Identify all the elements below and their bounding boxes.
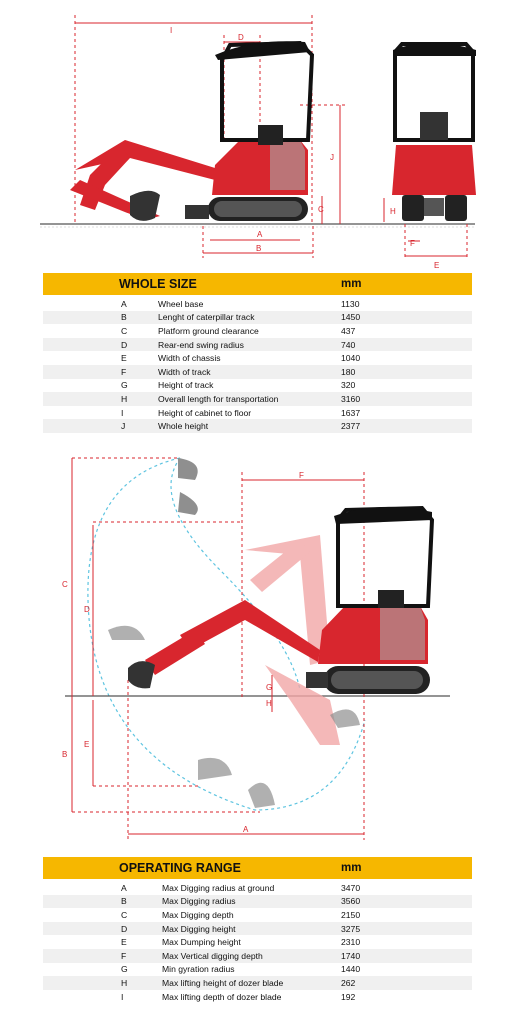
spec-row — [43, 935, 472, 949]
spec-row — [43, 379, 472, 393]
dim-label-a: A — [257, 230, 263, 239]
range-label-g: G — [266, 683, 273, 692]
spec-name: Max lifting height of dozer blade — [162, 977, 284, 988]
spec-row — [43, 922, 472, 936]
range-label-d: D — [84, 605, 90, 614]
spec-name: Max Digging depth — [162, 909, 234, 920]
spec-row — [43, 990, 472, 1004]
spec-row — [43, 297, 472, 311]
spec-value: 2377 — [341, 421, 361, 432]
whole-size-header — [43, 273, 472, 295]
spec-value: 3560 — [341, 896, 361, 907]
spec-name: Max Digging radius at ground — [162, 882, 275, 893]
whole-size-table — [43, 297, 472, 433]
whole-size-title: WHOLE SIZE — [119, 277, 197, 291]
spec-row — [43, 351, 472, 365]
spec-key: E — [121, 353, 127, 364]
operating-range-unit: mm — [341, 862, 362, 874]
spec-value: 3470 — [341, 882, 361, 893]
spec-key: F — [121, 366, 127, 377]
range-label-a: A — [243, 825, 249, 834]
spec-name: Max Digging radius — [162, 896, 236, 907]
spec-value: 740 — [341, 339, 356, 350]
dim-label-b: B — [256, 244, 262, 253]
spec-row — [43, 311, 472, 325]
spec-row — [43, 949, 472, 963]
spec-value: 1440 — [341, 964, 361, 975]
spec-name: Rear-end swing radius — [158, 339, 244, 350]
dim-label-d: D — [238, 33, 244, 42]
spec-key: A — [121, 298, 127, 309]
spec-key: J — [121, 421, 126, 432]
spec-value: 180 — [341, 366, 356, 377]
spec-key: D — [121, 923, 128, 934]
spec-key: C — [121, 909, 128, 920]
spec-key: H — [121, 977, 128, 988]
spec-name: Max Dumping height — [162, 937, 241, 948]
spec-row — [43, 976, 472, 990]
dim-label-j: J — [330, 153, 334, 162]
spec-name: Width of chassis — [158, 353, 221, 364]
spec-name: Wheel base — [158, 298, 204, 309]
spec-value: 2310 — [341, 937, 361, 948]
operating-range-title: OPERATING RANGE — [119, 861, 241, 875]
spec-name: Width of track — [158, 366, 211, 377]
range-label-e: E — [84, 740, 90, 749]
spec-value: 2150 — [341, 909, 361, 920]
whole-size-unit: mm — [341, 278, 362, 290]
spec-value: 192 — [341, 991, 356, 1002]
spec-key: G — [121, 964, 128, 975]
spec-row — [43, 895, 472, 909]
spec-row — [43, 908, 472, 922]
spec-name: Max lifting depth of dozer blade — [162, 991, 282, 1002]
spec-value: 1740 — [341, 950, 361, 961]
spec-row — [43, 419, 472, 433]
dim-label-i: I — [170, 26, 173, 35]
spec-row — [43, 338, 472, 352]
spec-value: 320 — [341, 380, 356, 391]
spec-value: 1637 — [341, 407, 361, 418]
dim-label-c: C — [318, 205, 324, 214]
spec-name: Lenght of caterpillar track — [158, 312, 255, 323]
range-label-f: F — [299, 471, 304, 480]
spec-value: 3160 — [341, 393, 361, 404]
range-label-h: H — [266, 699, 272, 708]
excavator-side-view — [70, 41, 312, 221]
spec-key: B — [121, 312, 127, 323]
spec-value: 1040 — [341, 353, 361, 364]
spec-name: Max Vertical digging depth — [162, 950, 263, 961]
operating-range-header — [43, 857, 472, 879]
spec-value: 262 — [341, 977, 356, 988]
operating-range-table — [43, 881, 472, 1003]
dim-label-h: H — [390, 207, 396, 216]
dim-label-e: E — [434, 261, 440, 270]
spec-key: B — [121, 896, 127, 907]
excavator-operating-view — [128, 507, 432, 694]
spec-name: Whole height — [158, 421, 209, 432]
spec-key: A — [121, 882, 127, 893]
spec-name: Max Digging height — [162, 923, 236, 934]
spec-key: H — [121, 393, 128, 404]
spec-row — [43, 963, 472, 977]
dim-label-f: F — [410, 239, 415, 248]
spec-row — [43, 406, 472, 420]
spec-name: Height of cabinet to floor — [158, 407, 252, 418]
spec-key: D — [121, 339, 128, 350]
spec-key: I — [121, 407, 124, 418]
spec-value: 437 — [341, 325, 356, 336]
dimensions-diagram — [0, 0, 515, 270]
excavator-front-view — [392, 43, 476, 221]
spec-key: F — [121, 950, 127, 961]
spec-key: E — [121, 937, 127, 948]
spec-value: 1450 — [341, 312, 361, 323]
spec-key: G — [121, 380, 128, 391]
spec-name: Min gyration radius — [162, 964, 235, 975]
operating-range-diagram — [0, 448, 515, 848]
spec-row — [43, 365, 472, 379]
spec-key: I — [121, 991, 124, 1002]
spec-value: 3275 — [341, 923, 361, 934]
spec-name: Overall length for transportation — [158, 393, 279, 404]
spec-key: C — [121, 325, 128, 336]
range-label-b: B — [62, 750, 68, 759]
spec-row — [43, 881, 472, 895]
spec-name: Height of track — [158, 380, 214, 391]
spec-name: Platform ground clearance — [158, 325, 259, 336]
spec-row — [43, 324, 472, 338]
spec-value: 1130 — [341, 298, 360, 309]
spec-row — [43, 392, 472, 406]
range-label-c: C — [62, 580, 68, 589]
